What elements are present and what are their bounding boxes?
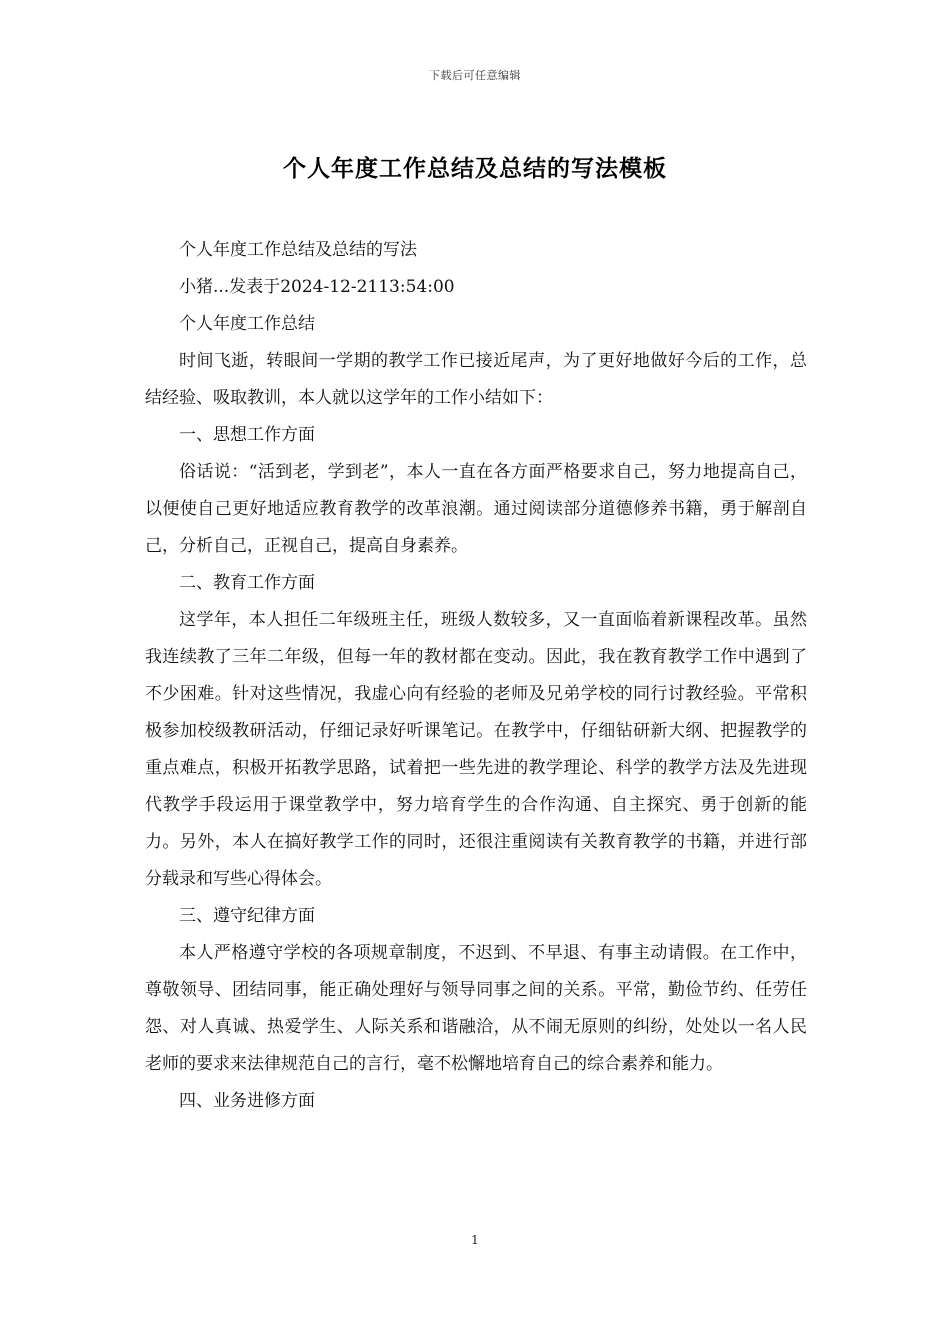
- section-heading-education: 二、教育工作方面: [179, 573, 315, 593]
- page-number: 1: [471, 1233, 479, 1247]
- subtitle-paragraph: 个人年度工作总结及总结的写法: [179, 240, 417, 260]
- document-body: [145, 232, 807, 1120]
- document-title: 个人年度工作总结及总结的写法模板: [283, 155, 667, 182]
- page-header: 下载后可任意编辑: [429, 69, 521, 82]
- education-paragraph: 这学年，本人担任二年级班主任，班级人数较多，又一直面临着新课程改革。虽然我连续教了三年二年级，但每一年的教材都在变动。因此，我在教育教学工作中遇到了不少困难。针对这些情况，我虚心向有经验的老师及兄弟学校的同行讨教经验。平常积极参加校级教研活动，仔细记录好听课笔记。在教学中，仔细钻研新大纲、把握教学的重点难点，积极开拓教学思路，试着把一些先进的教学理论、科学的教学方法及先进现代教学手段运用于课堂教学中，努力培育学生的合作沟通、自主探究、勇于创新的能力。另外，本人在搞好教学工作的同时，还很注重阅读有关教育教学的书籍，并进行部分载录和写些心得体会。: [145, 610, 807, 889]
- discipline-paragraph: 本人严格遵守学校的各项规章制度，不迟到、不早退、有事主动请假。在工作中，尊敬领导、团结同事，能正确处理好与领导同事之间的关系。平常，勤俭节约、任劳任怨、对人真诚、热爱学生、人际关系和谐融洽，从不闹无原则的纠纷，处处以一名人民老师的要求来法律规范自己的言行，毫不松懈地培育自己的综合素养和能力。: [145, 943, 807, 1074]
- intro-paragraph: 时间飞逝，转眼间一学期的教学工作已接近尾声，为了更好地做好今后的工作，总结经验、吸取教训，本人就以这学年的工作小结如下：: [145, 351, 807, 408]
- section-heading-training: 四、业务进修方面: [179, 1091, 315, 1111]
- author-date-line: 小猪...发表于2024-12-2113:54:00: [179, 277, 455, 297]
- summary-heading: 个人年度工作总结: [179, 314, 315, 334]
- section-heading-discipline: 三、遵守纪律方面: [179, 906, 315, 926]
- thought-paragraph: 俗话说：“活到老，学到老”，本人一直在各方面严格要求自己，努力地提高自己，以便使自己更好地适应教育教学的改革浪潮。通过阅读部分道德修养书籍，勇于解剖自己，分析自己，正视自己，提高自身素养。: [145, 462, 807, 556]
- section-heading-thought: 一、思想工作方面: [179, 425, 315, 445]
